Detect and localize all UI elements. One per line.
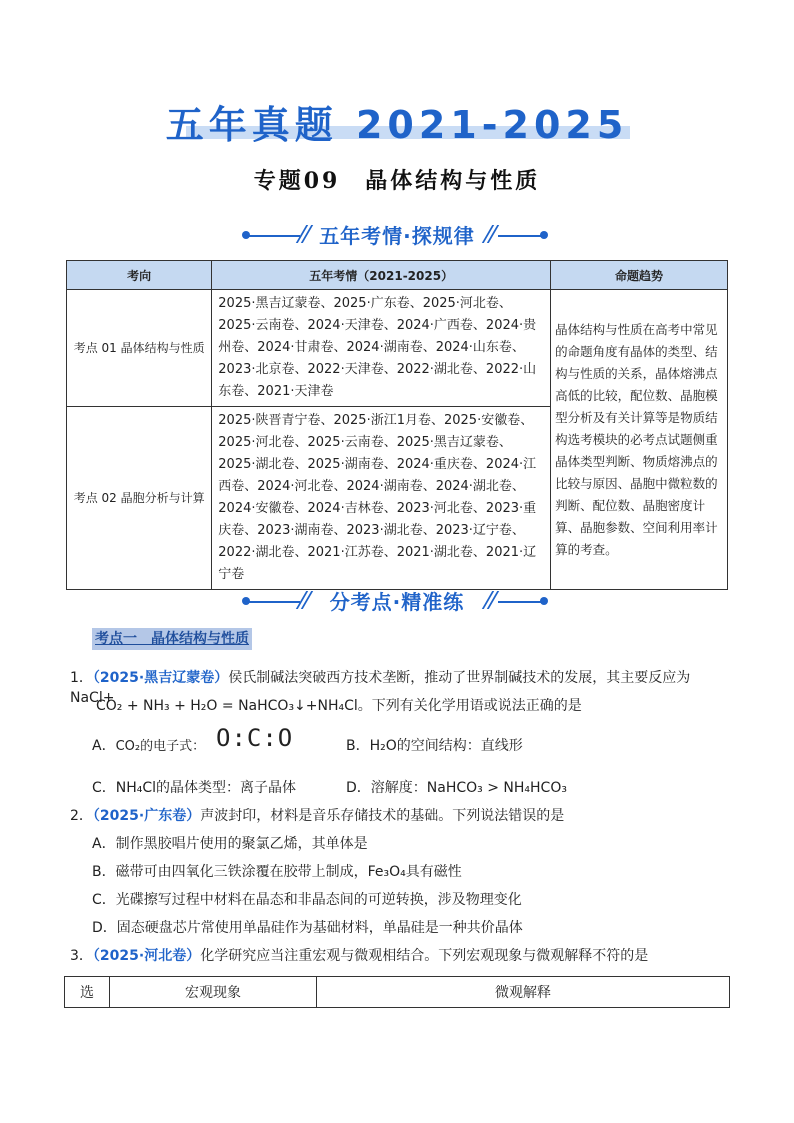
page-title: 五年真题 2021-2025 [165,103,629,147]
papers-cell: 2025·陕晋青宁卷、2025·浙江1月卷、2025·安徽卷、2025·河北卷、2025·云南卷、2025·黑吉辽蒙卷、2025·湖北卷、2025·湖南卷、2024·重庆卷、2024·江西卷、2024·河北卷、2024·湖南卷、2024·湖北卷、2024·安徽卷、2024·吉林卷、2023·河北卷、2023·重庆卷、2023·湖南卷、2023·湖北卷、2023·辽宁卷、2022·湖北卷、2021·江苏卷、2021·湖北卷、2021·辽宁卷 [212,407,551,590]
question-stem: 声波封印，材料是音乐存储技术的基础。下列说法错误的是 [200,808,565,824]
section-header-practice [0,586,794,616]
trend-cell: 晶体结构与性质在高考中常见的命题角度有晶体的类型、结构与性质的关系，晶体熔沸点高低的比较，配位数、晶胞模型分析及有关计算等是物质结构选考模块的必考点试题侧重晶体类型判断、物质熔沸点的比较与原因、晶胞中微粒数的判断、配位数、晶胞密度计算、晶胞参数、空间利用率计算的考查。 [551,290,728,590]
question-source: （2025·河北卷） [92,948,201,964]
topic-cell: 考点 02 晶胞分析与计算 [67,407,212,590]
exam-overview-table [66,260,728,590]
option-c: C．光碟擦写过程中材料在晶态和非晶态间的可逆转换，涉及物理变化 [92,892,522,908]
question-number: 2． [70,808,93,824]
question-number: 3． [70,948,93,964]
papers-cell: 2025·黑吉辽蒙卷、2025·广东卷、2025·河北卷、2025·云南卷、2024·天津卷、2024·广西卷、2024·贵州卷、2024·甘肃卷、2024·湖南卷、2024·山东卷、2023·北京卷、2022·天津卷、2022·湖北卷、2022·山东卷、2021·天津卷 [212,290,551,407]
option-d: D．固态硬盘芯片常使用单晶硅作为基础材料，单晶硅是一种共价晶体 [92,920,523,936]
col-header: 选 [65,977,110,1008]
table-header-row [67,261,728,290]
option-a: A．CO₂的电子式： [92,738,206,754]
decor-slash-icon [484,591,496,609]
section-header-trends [0,220,794,250]
question-number: 1． [70,670,93,686]
co2-lewis-structure: O:C:O [216,724,294,752]
option-a: A．制作黑胶唱片使用的聚氯乙烯，其单体是 [92,836,368,852]
decor-dot-icon [540,597,548,605]
topic-cell: 考点 01 晶体结构与性质 [67,290,212,407]
question-3-table [64,976,730,1008]
question-3 [70,946,730,966]
question-stem: 侯氏制碱法突破西方技术垄断，推动了世界制碱技术的发展，其主要反应为 NaCl+ [70,670,691,706]
col-header: 五年考情（2021-2025） [212,261,551,290]
col-header: 命题趋势 [551,261,728,290]
question-1-equation: CO₂ + NH₃ + H₂O = NaHCO₃↓+NH₄Cl。下列有关化学用语或说法正确的是 [96,698,582,714]
option-b: B．磁带可由四氧化三铁涂覆在胶带上制成，Fe₃O₄具有磁性 [92,864,462,880]
topic-label: 考点一 晶体结构与性质 [92,628,252,650]
col-header: 微观解释 [317,977,730,1008]
option-d: D．溶解度：NaHCO₃ > NH₄HCO₃ [346,780,567,796]
col-header: 宏观现象 [110,977,317,1008]
option-c: C．NH₄Cl的晶体类型：离子晶体 [92,780,297,796]
question-stem: 化学研究应当注重宏观与微观相结合。下列宏观现象与微观解释不符的是 [200,948,649,964]
table-row [67,290,728,407]
page-subtitle: 专题09 晶体结构与性质 [253,168,541,194]
decor-slash-icon [484,225,496,243]
decor-dot-icon [540,231,548,239]
section-title: 五年考情·探规律 [319,224,475,248]
col-header: 考向 [67,261,212,290]
question-source: （2025·广东卷） [92,808,201,824]
question-source: （2025·黑吉辽蒙卷） [92,670,229,686]
option-b: B．H₂O的空间结构：直线形 [346,738,523,754]
table-header-row [65,977,730,1008]
question-2 [70,806,730,826]
section-title: 分考点·精准练 [329,590,465,614]
